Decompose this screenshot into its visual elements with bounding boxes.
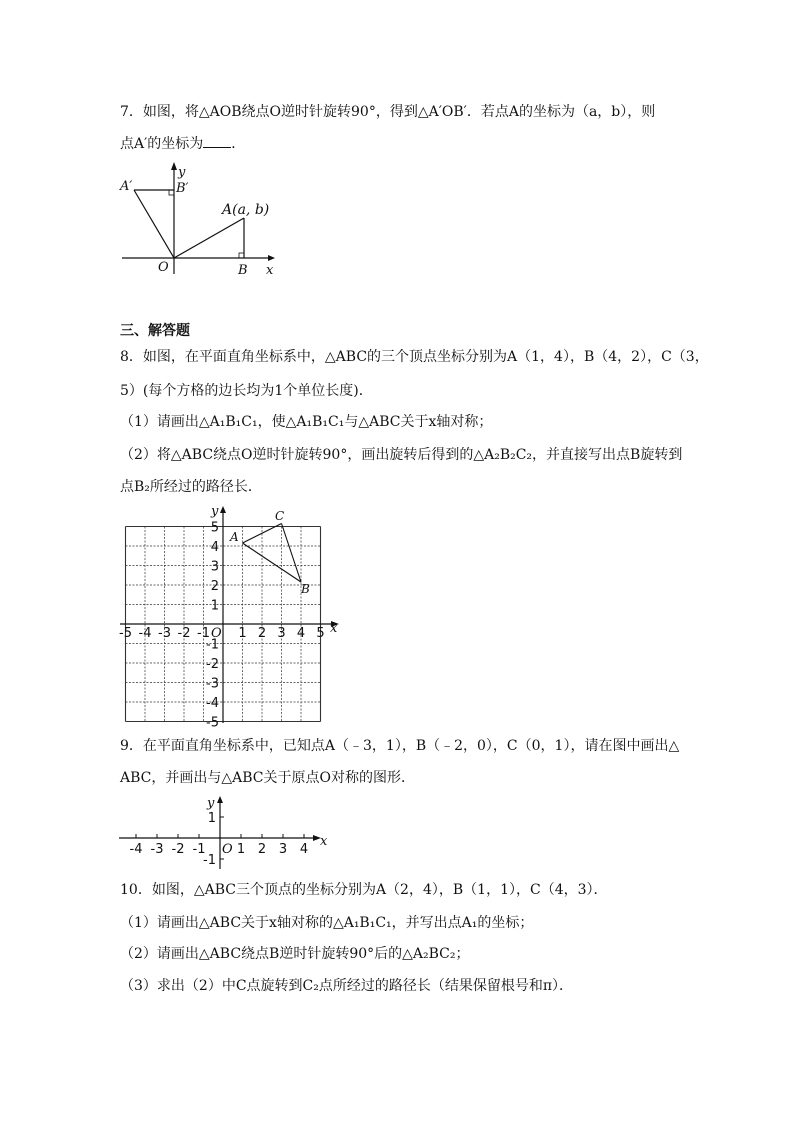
q7-x-arrow: [268, 255, 275, 261]
q9-x-tick-label: 3: [278, 842, 288, 857]
q8-x-tick-label: 1: [238, 626, 247, 641]
q8-text-line-4: （2）将△ABC绕点O逆时针旋转90°，画出旋转后得到的△A₂B₂C₂，并直接写出点B旋转到: [120, 447, 683, 463]
q8-x-tick-label: -5: [119, 626, 132, 641]
q8-label-b: B: [301, 582, 310, 596]
q7-label-y: y: [178, 165, 186, 180]
q10-text-line-1: 10．如图，△ABC三个顶点的坐标分别为A（2，4），B（1，1），C（4，3）．: [120, 882, 608, 898]
q7-label-a: A(a, b): [222, 202, 270, 218]
q8-y-tick-label: -5: [206, 715, 219, 731]
q8-side-bc: [282, 524, 302, 583]
q7-figure: [118, 160, 288, 280]
q7-text-line-1: 7．如图，将△AOB绕点O逆时针旋转90°，得到△A′OB′．若点A的坐标为（a，b），则: [120, 104, 656, 120]
q8-x-tick-label: 2: [257, 626, 267, 641]
q8-y-tick-label: -2: [206, 657, 219, 672]
q7-y-arrow: [171, 162, 177, 170]
q8-text-line-5: 点B₂所经过的路径长．: [120, 479, 262, 495]
section-heading: 三、解答题: [120, 323, 190, 339]
q8-x-tick-label: 3: [277, 626, 286, 641]
q8-text-line-2: 5）(每个方格的边长均为1个单位长度)．: [120, 383, 373, 399]
q7-right-angle-b-prime: [169, 190, 174, 195]
q8-y-tick-label: -4: [206, 696, 219, 711]
q7-segment-oa-prime: [134, 190, 174, 258]
q9-axis-figure: [115, 793, 335, 873]
q7-text-line-2: [120, 134, 245, 154]
q9-x-tick-label: 4: [299, 842, 309, 857]
q8-label-c: C: [275, 509, 285, 523]
q8-label-x: x: [330, 621, 338, 636]
q8-label-y: y: [211, 504, 219, 519]
q7-label-b: B: [238, 263, 248, 278]
q9-x-tick-label: -1: [192, 842, 206, 857]
q8-grid-figure: [115, 504, 345, 731]
q7-line-2-text: 点A′的坐标为: [120, 136, 204, 152]
q9-tick-labels: [130, 811, 309, 868]
q9-y-tick-label: -1: [203, 853, 216, 868]
q8-x-tick-label: 5: [316, 626, 325, 641]
q8-label-a: A: [230, 530, 239, 544]
q9-x-tick-label: 1: [236, 842, 246, 857]
q8-y-tick-label: 1: [210, 598, 219, 614]
answer-blank[interactable]: [203, 134, 231, 148]
q8-label-o: O: [211, 626, 222, 641]
q8-side-ab: [243, 543, 302, 582]
q9-x-tick-label: -2: [171, 842, 185, 857]
q8-x-tick-label: -3: [158, 626, 171, 641]
q8-y-tick-label: 5: [210, 520, 219, 536]
q9-x-tick-label: 2: [257, 842, 267, 857]
q9-label-o: O: [222, 842, 233, 857]
q9-label-y: y: [207, 796, 215, 811]
q10-text-line-2: （1）请画出△ABC关于x轴对称的△A₁B₁C₁，并写出点A₁的坐标；: [120, 915, 534, 931]
q8-text-line-3: （1）请画出△A₁B₁C₁，使△A₁B₁C₁与△ABC关于x轴对称；: [120, 414, 493, 430]
q8-y-tick-label: 3: [210, 559, 219, 575]
q8-y-tick-label: -3: [206, 676, 219, 692]
q9-x-tick-label: -4: [129, 842, 143, 857]
q8-x-tick-label: -2: [177, 626, 191, 641]
q7-label-x: x: [266, 263, 274, 278]
q9-label-x: x: [320, 834, 328, 849]
q8-x-tick-label: -4: [138, 626, 152, 641]
q9-y-tick-label: 1: [207, 811, 216, 826]
q8-y-arrow: [220, 506, 226, 513]
q8-y-tick-label: 2: [210, 579, 219, 594]
q8-tick-labels: [119, 521, 325, 731]
q8-x-tick-label: -1: [197, 626, 210, 641]
q7-segment-oa: [174, 218, 244, 258]
q8-y-tick-label: 4: [210, 540, 219, 555]
q9-x-tick-label: -3: [150, 842, 164, 857]
q8-text-line-1: 8．如图，在平面直角坐标系中，△ABC的三个顶点坐标分别为A（1，4），B（4，2），C（3，: [120, 349, 709, 365]
q9-y-arrow: [217, 796, 223, 803]
q8-x-tick-label: 4: [296, 626, 306, 641]
q7-label-a-prime: A′: [120, 179, 133, 194]
q9-text-line-1: 9．在平面直角坐标系中，已知点A（﹣3，1），B（﹣2，0），C（0，1），请在图中画出△: [120, 738, 680, 754]
q7-label-b-prime: B′: [176, 181, 189, 196]
q7-right-angle-b: [239, 253, 244, 258]
q8-y-tick-label: -1: [206, 637, 219, 653]
q9-text-line-2: ABC，并画出与△ABC关于原点O对称的图形．: [120, 770, 415, 786]
q7-line-2-end: ．: [231, 136, 246, 152]
q7-label-o: O: [158, 260, 169, 275]
q10-text-line-3: （2）请画出△ABC绕点B逆时针旋转90°后的△A₂BC₂；: [120, 946, 470, 962]
q10-text-line-4: （3）求出（2）中C点旋转到C₂点所经过的路径长（结果保留根号和π）．: [120, 978, 574, 994]
